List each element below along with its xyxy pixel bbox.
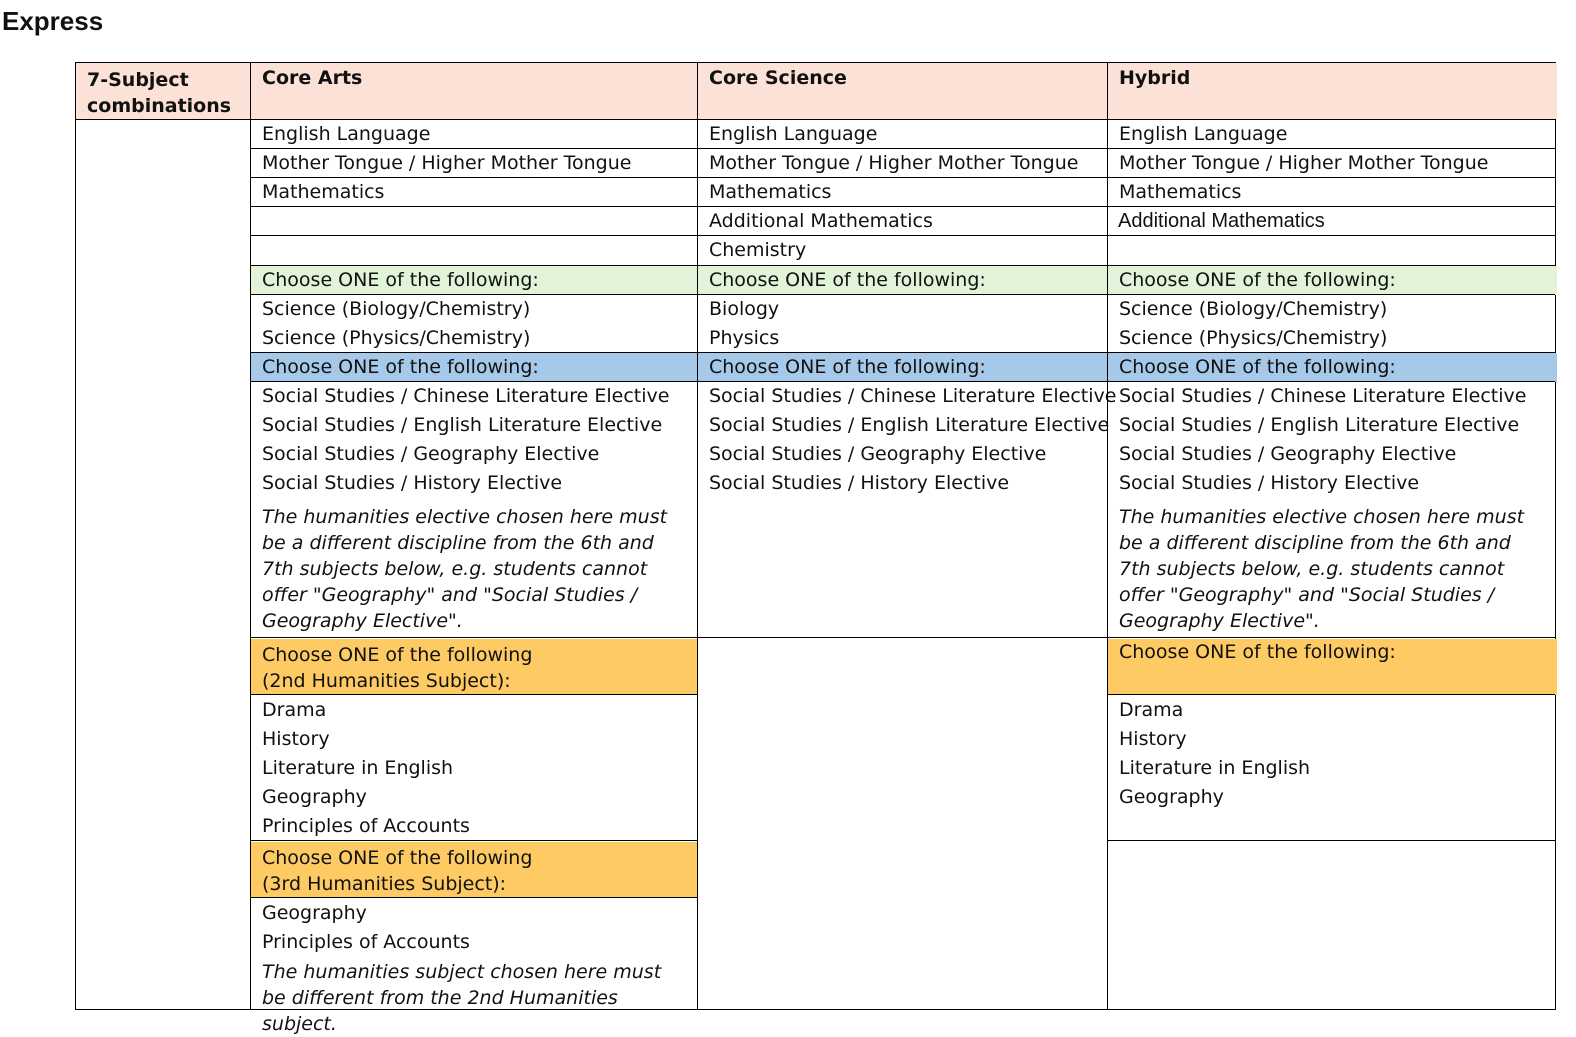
header-core-arts: Core Arts: [251, 63, 698, 119]
core-arts-third-humanities-label: [251, 842, 698, 898]
divider: [1107, 63, 1108, 1009]
hybrid-second-list: [1108, 696, 1557, 841]
core-science-core-1: English Language: [709, 123, 878, 145]
core-arts-second-list: [251, 696, 698, 841]
core-arts-humanities-list: [251, 382, 698, 638]
hybrid-core-3: Mathematics: [1119, 181, 1242, 203]
list-item: Physics: [709, 327, 780, 349]
core-science-humanities-list: [698, 382, 1117, 638]
header-hybrid: Hybrid: [1108, 63, 1557, 119]
list-item: Social Studies / Chinese Literature Elective: [1119, 385, 1527, 407]
list-item: Drama: [1119, 699, 1184, 721]
core-science-choose-science-label: Choose ONE of the following:: [698, 266, 1108, 295]
core-science-choose-humanities-label: Choose ONE of the following:: [698, 353, 1108, 382]
hybrid-core-2: Mother Tongue / Higher Mother Tongue: [1119, 152, 1489, 174]
list-item: Social Studies / Geography Elective: [709, 443, 1047, 465]
list-item: Science (Physics/Chemistry): [262, 327, 531, 349]
list-item: Social Studies / Geography Elective: [262, 443, 600, 465]
divider: [250, 148, 1555, 149]
core-arts-third-note: The humanities subject chosen here must be different from the 2nd Humanities subject.: [262, 961, 662, 1035]
page-title: Express: [2, 6, 104, 36]
core-arts-choose-humanities-label: Choose ONE of the following:: [251, 353, 698, 382]
hybrid-humanities-note: The humanities elective chosen here must be a different discipline from the 6th and 7th subjects below, e.g. students cannot offer "Geography" and "Social Studies / Geography Elective".: [1119, 506, 1525, 632]
core-arts-science-list: [251, 295, 698, 353]
divider: [250, 265, 1555, 266]
divider: [250, 294, 1555, 295]
list-item: Social Studies / Geography Elective: [1119, 443, 1457, 465]
subject-combinations-table: [75, 62, 1556, 1035]
divider: [1107, 694, 1555, 695]
hybrid-choose-science-label: Choose ONE of the following:: [1108, 266, 1557, 295]
list-item: Literature in English: [262, 757, 454, 779]
list-item: Geography: [262, 786, 367, 808]
core-science-core-5: Chemistry: [709, 239, 807, 261]
core-science-core-3: Mathematics: [709, 181, 832, 203]
divider: [250, 63, 251, 1009]
list-item: Geography: [1119, 786, 1224, 808]
divider: [250, 840, 698, 841]
label-line: (2nd Humanities Subject):: [262, 670, 511, 692]
list-item: Social Studies / Chinese Literature Elective: [262, 385, 670, 407]
list-item: Social Studies / History Elective: [262, 472, 563, 494]
list-item: Social Studies / English Literature Elective: [709, 414, 1110, 436]
list-item: Social Studies / History Elective: [709, 472, 1010, 494]
divider: [250, 897, 698, 898]
list-item: Literature in English: [1119, 757, 1311, 779]
divider: [250, 381, 1555, 382]
core-science-core-2: Mother Tongue / Higher Mother Tongue: [709, 152, 1079, 174]
core-arts-choose-science-label: Choose ONE of the following:: [251, 266, 698, 295]
core-arts-humanities-note: The humanities elective chosen here must be a different discipline from the 6th and 7th subjects below, e.g. students cannot offer "Geography" and "Social Studies / Geography Elective".: [262, 506, 668, 632]
list-item: Geography: [262, 902, 367, 924]
hybrid-choose-humanities-label: Choose ONE of the following:: [1108, 353, 1557, 382]
core-science-core-4: Additional Mathematics: [709, 210, 933, 232]
core-arts-core-2: Mother Tongue / Higher Mother Tongue: [262, 152, 632, 174]
divider: [250, 177, 1555, 178]
list-item: Social Studies / Chinese Literature Elective: [709, 385, 1117, 407]
list-item: Social Studies / English Literature Elective: [262, 414, 663, 436]
list-item: Drama: [262, 699, 327, 721]
list-item: Science (Biology/Chemistry): [262, 298, 531, 320]
hybrid-science-list: [1108, 295, 1557, 353]
core-arts-third-list: [251, 899, 698, 1035]
hybrid-second-label: Choose ONE of the following:: [1108, 639, 1557, 695]
core-arts-second-humanities-label: [251, 639, 698, 695]
core-arts-core-3: Mathematics: [262, 181, 385, 203]
list-item: Science (Physics/Chemistry): [1119, 327, 1388, 349]
divider: [250, 637, 1555, 638]
divider: [1107, 840, 1555, 841]
label-line: Choose ONE of the following: [262, 644, 533, 666]
hybrid-humanities-list: [1108, 382, 1557, 638]
header-combinations: 7-Subject combinations: [76, 63, 251, 119]
hybrid-core-1: English Language: [1119, 123, 1288, 145]
list-item: Biology: [709, 298, 780, 320]
list-item: History: [1119, 728, 1187, 750]
divider: [250, 694, 698, 695]
divider: [76, 119, 1555, 120]
divider: [250, 352, 1555, 353]
list-item: Social Studies / History Elective: [1119, 472, 1420, 494]
label-line: (3rd Humanities Subject):: [262, 873, 507, 895]
divider: [250, 235, 1555, 236]
list-item: Social Studies / English Literature Elective: [1119, 414, 1520, 436]
hybrid-core-4: Additional Mathematics: [1118, 210, 1325, 232]
list-item: Principles of Accounts: [262, 931, 470, 953]
header-core-science: Core Science: [698, 63, 1108, 119]
core-science-science-list: [698, 295, 1108, 353]
list-item: Principles of Accounts: [262, 815, 470, 837]
divider: [697, 63, 698, 1009]
label-line: Choose ONE of the following: [262, 847, 533, 869]
list-item: Science (Biology/Chemistry): [1119, 298, 1388, 320]
list-item: History: [262, 728, 330, 750]
divider: [250, 206, 1555, 207]
core-arts-core-1: English Language: [262, 123, 431, 145]
